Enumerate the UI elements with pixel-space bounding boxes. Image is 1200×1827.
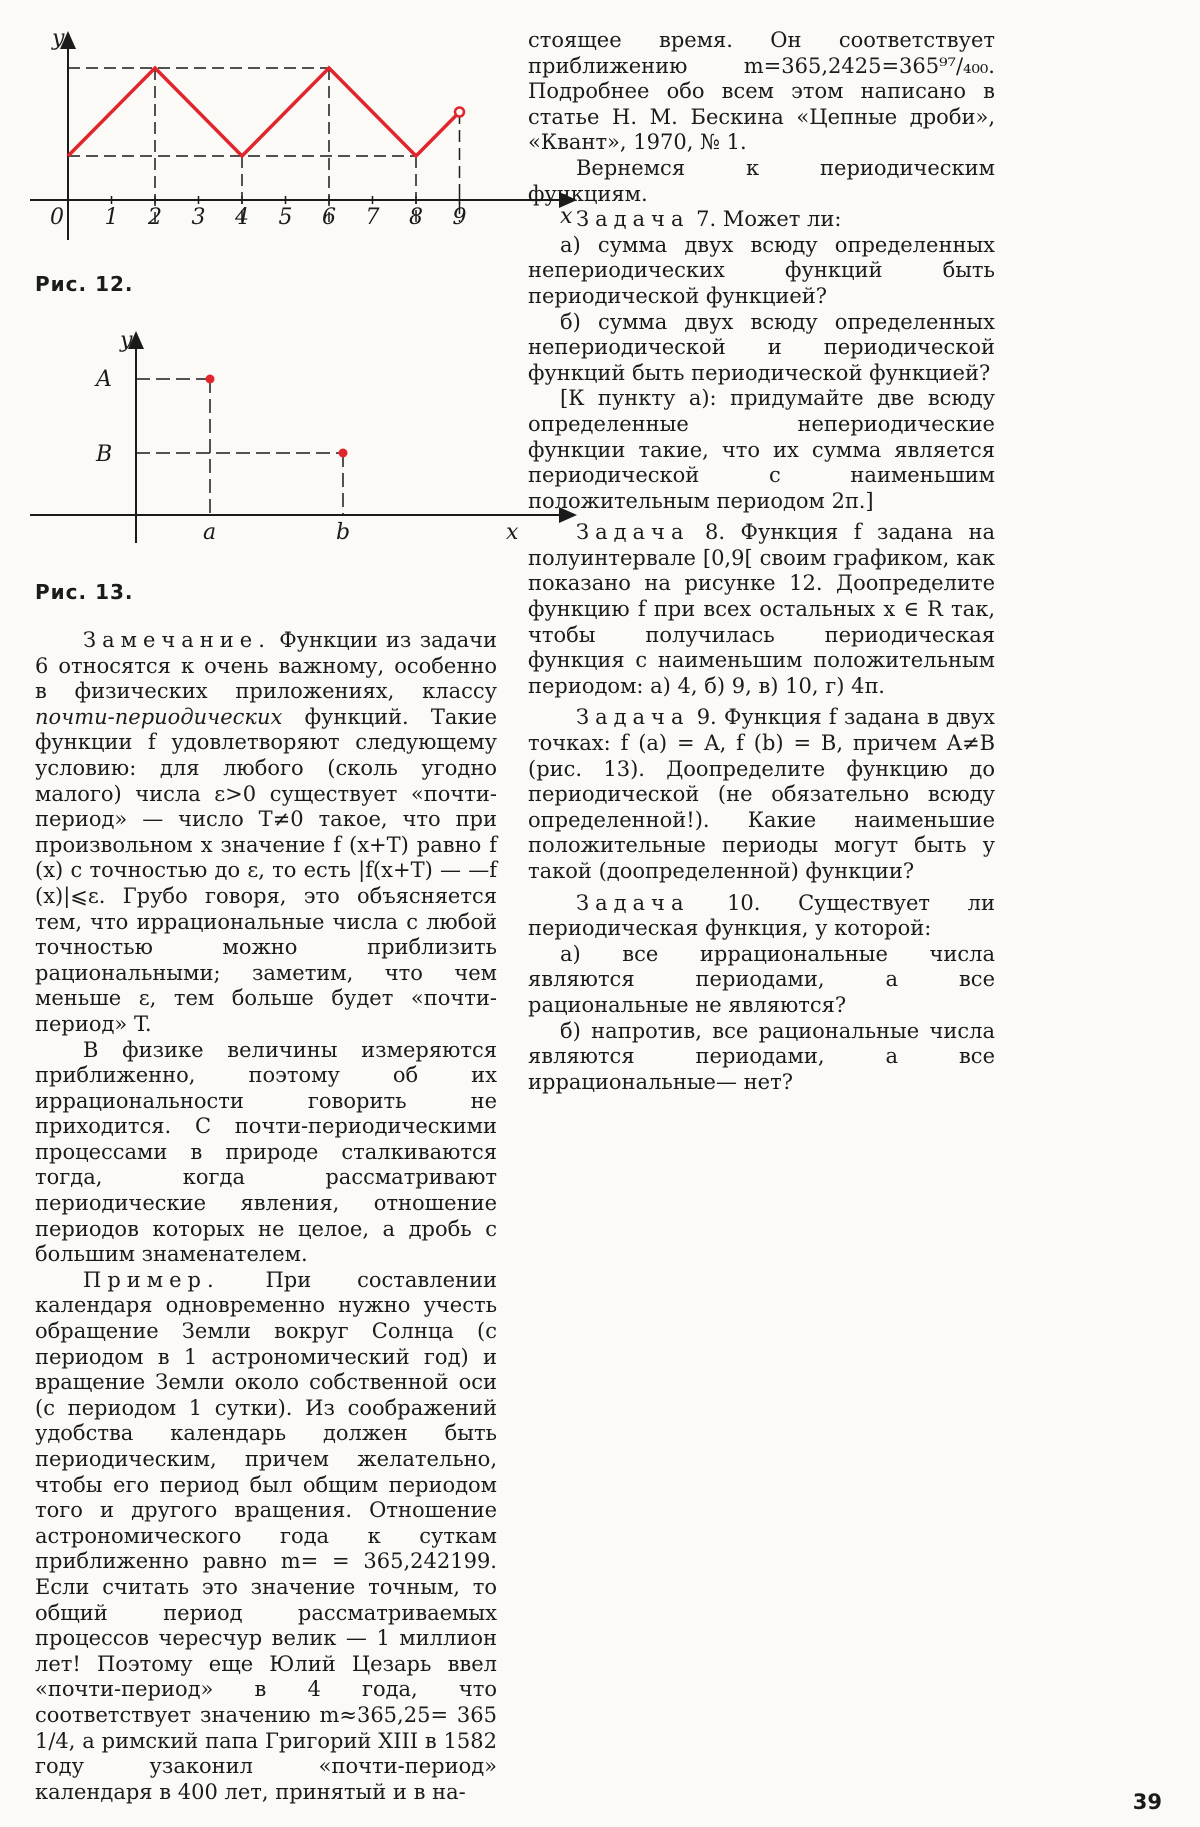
x-axis-label: x <box>560 204 573 229</box>
x-tick-0: 0 <box>50 205 64 230</box>
remark-paragraph: Замечание. Функции из задачи 6 относятся к очень важному, особенно в физических приложениях, классу почти-периодических функций. Такие функции f удовлетворяют следующему условию: для любого (сколь угодно малого) числа ε>0 существует «почти-период» — число T≠0 такое, что при произвольном x значение f (x+T) равно f (x) с точностью до ε, то есть |f(x+T) — —f (x)|⩽ε. Грубо говоря, это объясняется тем, что иррациональные числа с любой точностью можно приблизить рациональными; заметим, что чем меньше ε, тем больше будет «почти-период» T. <box>35 628 497 1036</box>
continuation-paragraph: стоящее время. Он соответствует приближению m=365,2425=365⁹⁷/₄₀₀. Подробнее обо всем этом написано в статье Н. М. Бескина «Цепные дроби», «Квант», 1970, № 1. <box>528 28 995 155</box>
x-tick-1: 1 <box>104 205 119 230</box>
x-tick-6: 6 <box>322 205 336 230</box>
x-tick-5: 5 <box>278 205 293 230</box>
return-paragraph: Вернемся к периодическим функциям. <box>528 155 995 206</box>
task-10b: б) напротив, все рациональные числа являются периодами, а все иррациональные— нет? <box>528 1018 995 1094</box>
figure-12-caption: Рис. 12. <box>35 272 134 296</box>
label-B: B <box>96 442 113 467</box>
example-label: Пример. <box>83 1267 220 1292</box>
x-tick-8: 8 <box>409 205 423 230</box>
triangle-wave-line <box>68 68 460 156</box>
x-tick-3: 3 <box>191 205 206 230</box>
y-axis-label: y <box>52 26 65 51</box>
figure-12 <box>30 25 590 265</box>
task-7-hint: [К пункту а): придумайте две всюду определенные непериодические функции такие, что их сумма является периодической с наименьшим положительным периодом 2π.] <box>528 386 995 513</box>
task-9: Задача 9. Функция f задана в двух точках: f (a) = A, f (b) = B, причем A≠B (рис. 13). Доопределите функцию до периодической (не обязательно всюду определенной!). Какие наименьшие положительные периоды могут быть у такой (доопределенной) функции? <box>528 705 995 883</box>
task-7b: б) сумма двух всюду определенных непериодической и периодической функций быть периодической функцией? <box>528 309 995 385</box>
x-tick-labels <box>50 196 467 230</box>
example-paragraph: Пример. При составлении календаря одновременно нужно учесть обращение Земли вокруг Солнца (с периодом в 1 астрономический год) и вращение Земли около собственной оси (с периодом 1 сутки). Из соображений удобства календарь должен быть периодическим, причем желательно, чтобы его период был общим периодом того и другого вращения. Отношение астрономического года к суткам приближенно равно m= = 365,242199. Если считать это значение точным, то общий период рассматриваемых процессов чересчур велик — 1 миллион лет! Поэтому еще Юлий Цезарь ввел «почти-период» в 4 года, что соответствует значению m≈365,25= 365 1/4, а римский папа Григорий XIII в 1582 году узаконил «почти-период» календаря в 400 лет, принятый и в на- <box>35 1267 497 1804</box>
open-endpoint <box>455 108 464 117</box>
x-tick-4: 4 <box>235 205 249 230</box>
point-b-B <box>339 449 348 458</box>
physics-paragraph: В физике величины измеряются приближенно, поэтому об их иррациональности говорить не приходится. С почти-периодическими процессами в природе сталкиваются тогда, когда рассматривают периодические явления, отношение периодов которых не целое, а дробь с большим знаменателем. <box>35 1037 497 1267</box>
x-axis-label: x <box>506 520 519 545</box>
task-7: Задача 7. Может ли: <box>576 207 842 232</box>
figure-13-plot <box>30 325 590 560</box>
remark-label: Замечание. <box>83 628 271 652</box>
y-axis-label: y <box>120 328 133 353</box>
right-column <box>528 28 995 1095</box>
figure-13 <box>30 325 590 560</box>
page-number: 39 <box>1132 1790 1162 1814</box>
figure-12-plot <box>30 25 590 265</box>
point-a-A <box>206 375 215 384</box>
label-a: a <box>203 520 217 545</box>
label-b: b <box>336 520 351 545</box>
task-10a: а) все иррациональные числа являются периодами, а все рациональные не являются? <box>528 941 995 1017</box>
left-column <box>35 628 497 1805</box>
figure-13-caption: Рис. 13. <box>35 580 134 604</box>
task-7a: а) сумма двух всюду определенных непериодических функций быть периодической функцией? <box>528 232 995 308</box>
guide-lines <box>68 68 460 222</box>
task-8: Задача 8. Функция f задана на полуинтервале [0,9[ своим графиком, как показано на рисунке 12. Доопределите функцию f при всех остальных x ∈ R так, чтобы получилась периодическая функция с наименьшим положительным периодом: а) 4, б) 9, в) 10, г) 4π. <box>528 520 995 698</box>
x-tick-9: 9 <box>452 205 467 230</box>
label-A: A <box>96 367 112 392</box>
x-tick-7: 7 <box>365 205 380 230</box>
x-tick-2: 2 <box>148 205 162 230</box>
task-10: Задача 10. Существует ли периодическая функция, у которой: <box>528 890 995 941</box>
